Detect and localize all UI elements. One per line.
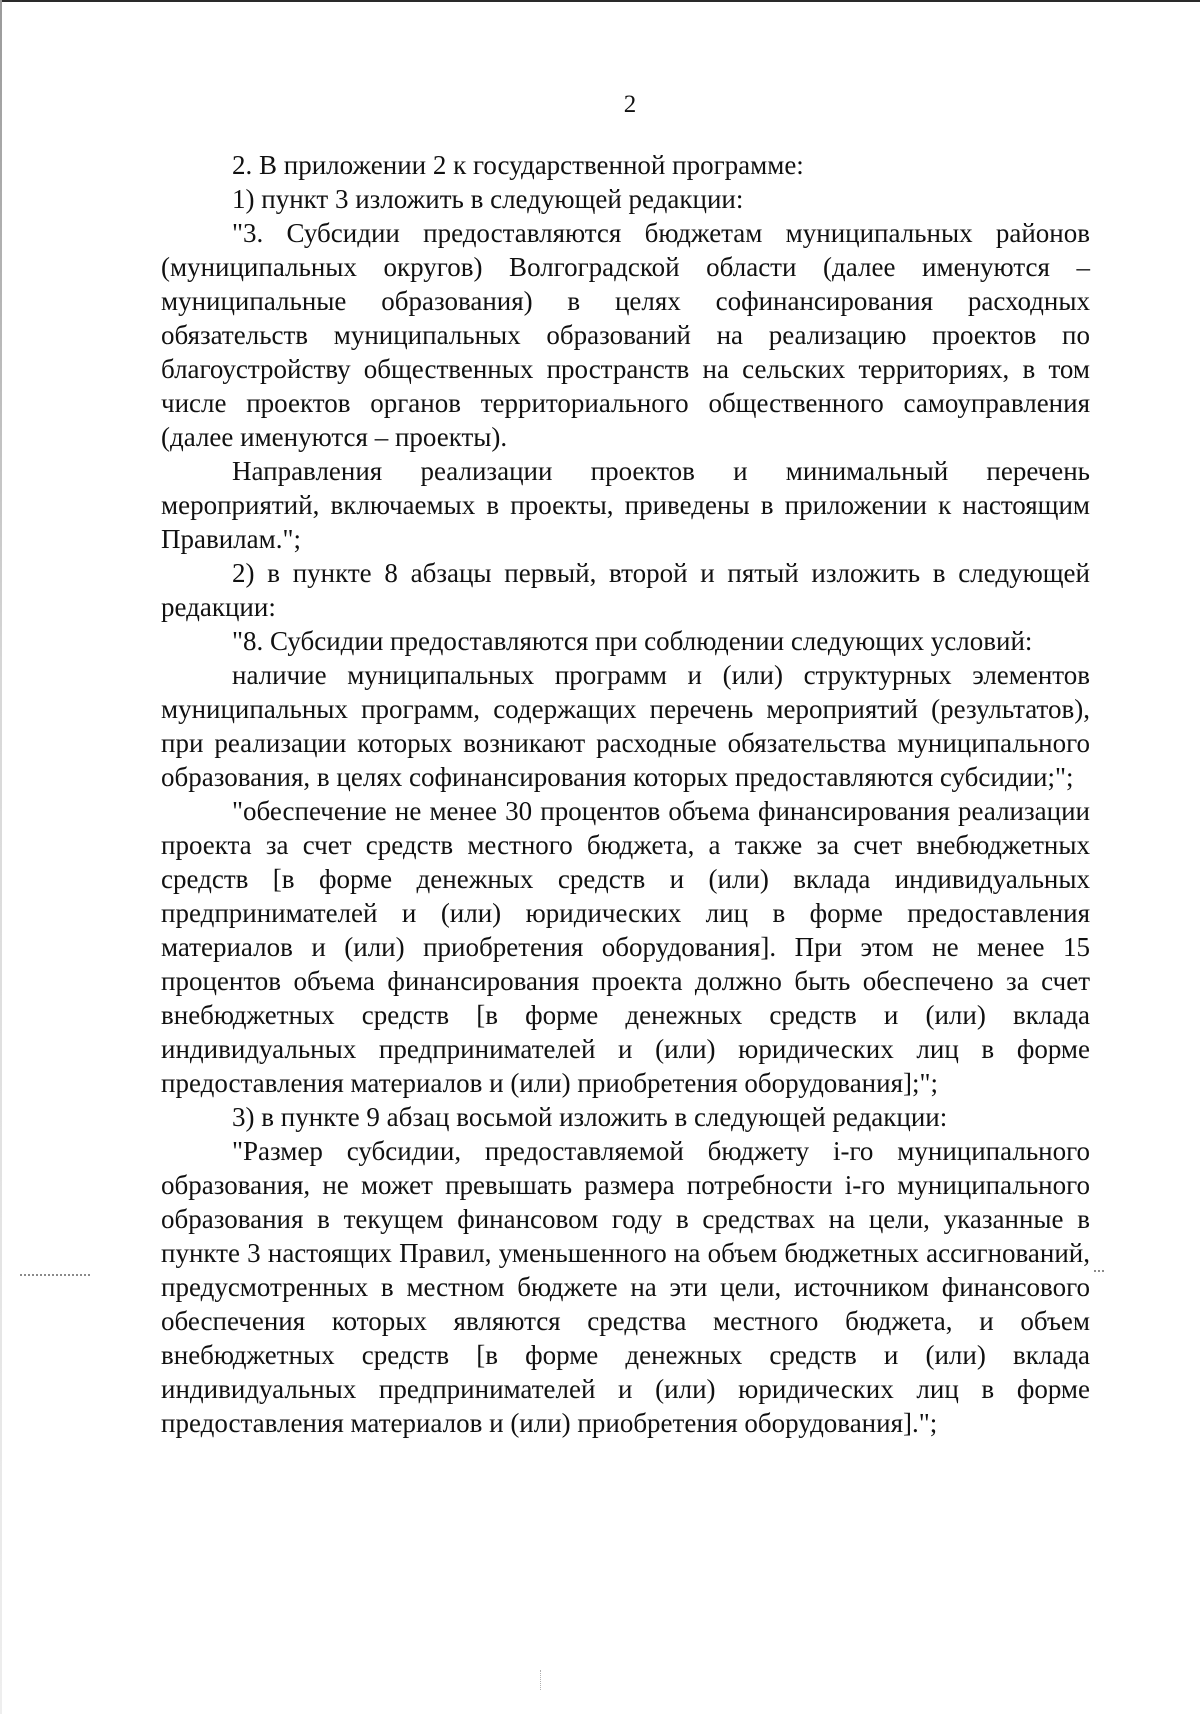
paragraph: "обеспечение не менее 30 процентов объема финансирования реализации проекта за счет средств местного бюджета, а также за счет внебюджетных средств [в форме денежных средств и (или) вклада индивидуальных предпринимателей и (или) юридических лиц в форме предоставления материалов и (или) приобретения оборудования]. При этом не менее 15 процентов объема финансирования проекта должно быть обеспечено за счет внебюджетных средств [в форме денежных средств и (или) вклада индивидуальных предпринимателей и (или) юридических лиц в форме предоставления материалов и (или) приобретения оборудования];"; bbox=[161, 796, 1090, 1098]
document-body bbox=[161, 148, 1090, 1440]
paragraph: 2) в пункте 8 абзацы первый, второй и пятый изложить в следующей редакции: bbox=[161, 558, 1090, 622]
scan-top-edge bbox=[0, 0, 1200, 2]
paragraph: "8. Субсидии предоставляются при соблюдении следующих условий: bbox=[232, 626, 1033, 656]
paragraph: наличие муниципальных программ и (или) структурных элементов муниципальных программ, содержащих перечень мероприятий (результатов), при реализации которых возникают расходные обязательства муниципального образования, в целях софинансирования которых предоставляются субсидии;"; bbox=[161, 660, 1090, 792]
page-number: 2 bbox=[623, 91, 637, 118]
paragraph: Направления реализации проектов и минимальный перечень мероприятий, включаемых в проекты, приведены в приложении к настоящим Правилам."; bbox=[161, 456, 1090, 554]
paragraph: "3. Субсидии предоставляются бюджетам муниципальных районов (муниципальных округов) Волгоградской области (далее именуются – муниципальные образования) в целях софинансирования расходных обязательств муниципальных образований на реализацию проектов по благоустройству общественных пространств на сельских территориях, в том числе проектов органов территориального общественного самоуправления (далее именуются – проекты). bbox=[161, 218, 1090, 452]
paragraph: "Размер субсидии, предоставляемой бюджету i-го муниципального образования, не может превышать размера потребности i-го муниципального образования в текущем финансовом году в средствах на цели, указанные в пункте 3 настоящих Правил, уменьшенного на объем бюджетных ассигнований, предусмотренных в местном бюджете на эти цели, источником финансового обеспечения которых являются средства местного бюджета, и объем внебюджетных средств [в форме денежных средств и (или) вклада индивидуальных предпринимателей и (или) юридических лиц в форме предоставления материалов и (или) приобретения оборудования]."; bbox=[161, 1136, 1090, 1438]
paragraph: 1) пункт 3 изложить в следующей редакции: bbox=[232, 184, 744, 214]
scan-artifact-mark bbox=[20, 1274, 90, 1276]
scan-left-edge bbox=[0, 0, 2, 1714]
paragraph: 3) в пункте 9 абзац восьмой изложить в следующей редакции: bbox=[232, 1102, 948, 1132]
scan-artifact-mark bbox=[540, 1670, 541, 1690]
scan-artifact-mark bbox=[1094, 1270, 1104, 1272]
paragraph: 2. В приложении 2 к государственной программе: bbox=[232, 150, 804, 180]
